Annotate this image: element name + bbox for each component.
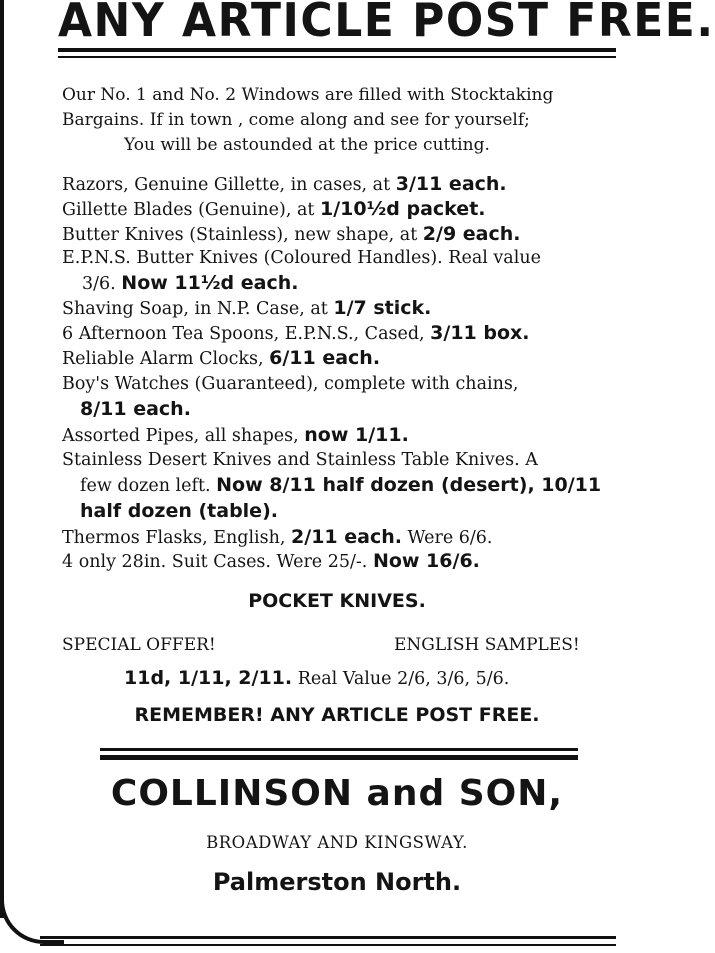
item-text: Razors, Genuine Gillette, in cases, at	[62, 175, 396, 195]
firm-address: BROADWAY AND KINGSWAY.	[206, 833, 468, 852]
item-stainless-knives-cont-2	[80, 500, 278, 523]
firm-name: COLLINSON and SON,	[110, 773, 564, 814]
item-suit-cases	[62, 550, 480, 573]
firm-rule-thick	[100, 755, 578, 760]
item-assorted-pipes	[62, 424, 409, 447]
firm-rule-thin	[100, 748, 578, 751]
item-tea-spoons	[62, 322, 530, 345]
reminder: REMEMBER! ANY ARTICLE POST FREE.	[134, 704, 540, 726]
bottom-border-rule	[40, 936, 616, 939]
item-text: 6 Afternoon Tea Spoons, E.P.N.S., Cased,	[62, 324, 431, 344]
item-price: Now 11½d each.	[121, 272, 299, 294]
item-epns-butter-knives	[62, 247, 541, 269]
special-offer: SPECIAL OFFER!	[62, 635, 216, 655]
item-text: Assorted Pipes, all shapes,	[62, 426, 305, 446]
item-price: 6/11 each.	[269, 347, 381, 369]
item-text: 4 only 28in. Suit Cases. Were 25/-.	[62, 552, 373, 572]
item-stainless-knives-cont	[80, 474, 601, 497]
pocket-knives-prices	[124, 667, 509, 690]
item-boys-watches-cont	[80, 398, 191, 421]
headline-rule-thick	[58, 48, 616, 52]
intro-line-1: Our No. 1 and No. 2 Windows are filled with Stocktaking	[62, 85, 554, 105]
item-price: 3/11 box.	[430, 322, 530, 344]
item-price: Now 16/6.	[372, 550, 480, 572]
item-gillette-blades	[62, 198, 486, 221]
item-text: 3/6.	[82, 274, 122, 294]
intro-line-2: Bargains. If in town , come along and see for yourself;	[62, 110, 530, 130]
item-text: few dozen left.	[80, 476, 217, 496]
item-price: half dozen (table).	[80, 500, 278, 522]
english-samples: ENGLISH SAMPLES!	[394, 635, 580, 655]
item-price: Now 8/11 half dozen (desert), 10/11	[216, 474, 602, 496]
item-price: 8/11 each.	[80, 398, 191, 420]
pocket-knives-price-list: 11d, 1/11, 2/11.	[124, 667, 293, 689]
item-boys-watches	[62, 373, 518, 395]
item-price: 1/10½d packet.	[320, 198, 486, 220]
item-price: 2/11 each.	[291, 526, 402, 548]
headline: ANY ARTICLE POST FREE.	[58, 0, 715, 48]
item-text: Butter Knives (Stainless), new shape, at	[62, 225, 423, 245]
item-alarm-clocks	[62, 347, 380, 370]
bottom-border-rule-thin	[40, 944, 616, 946]
item-price: 2/9 each.	[422, 223, 521, 245]
item-thermos-flasks	[62, 526, 492, 549]
item-text: E.P.N.S. Butter Knives (Coloured Handles). Real value	[62, 248, 541, 268]
item-stainless-knives	[62, 449, 538, 471]
item-text: Shaving Soap, in N.P. Case, at	[62, 299, 334, 319]
item-text: Boy's Watches (Guaranteed), complete with chains,	[62, 374, 519, 394]
item-price: 3/11 each.	[395, 173, 507, 195]
firm-town: Palmerston North.	[212, 868, 462, 896]
item-text: Stainless Desert Knives and Stainless Table Knives. A	[62, 450, 538, 470]
item-note: Were 6/6.	[401, 528, 493, 548]
item-epns-butter-knives-cont	[82, 272, 298, 295]
item-butter-knives	[62, 223, 521, 246]
item-text: Gillette Blades (Genuine), at	[62, 200, 321, 220]
intro-line-3: You will be astounded at the price cutting.	[124, 135, 490, 155]
pocket-knives-real-value: Real Value 2/6, 3/6, 5/6.	[292, 669, 510, 689]
pocket-knives-heading: POCKET KNIVES.	[248, 590, 426, 612]
headline-rule-thin	[58, 56, 616, 58]
item-price: 1/7 stick.	[333, 297, 432, 319]
bottom-left-border-curve	[0, 880, 64, 944]
left-border-rule	[0, 0, 4, 918]
item-text: Reliable Alarm Clocks,	[62, 349, 270, 369]
item-razors	[62, 173, 507, 196]
item-price: now 1/11.	[304, 424, 409, 446]
item-shaving-soap	[62, 297, 431, 320]
item-text: Thermos Flasks, English,	[62, 528, 292, 548]
